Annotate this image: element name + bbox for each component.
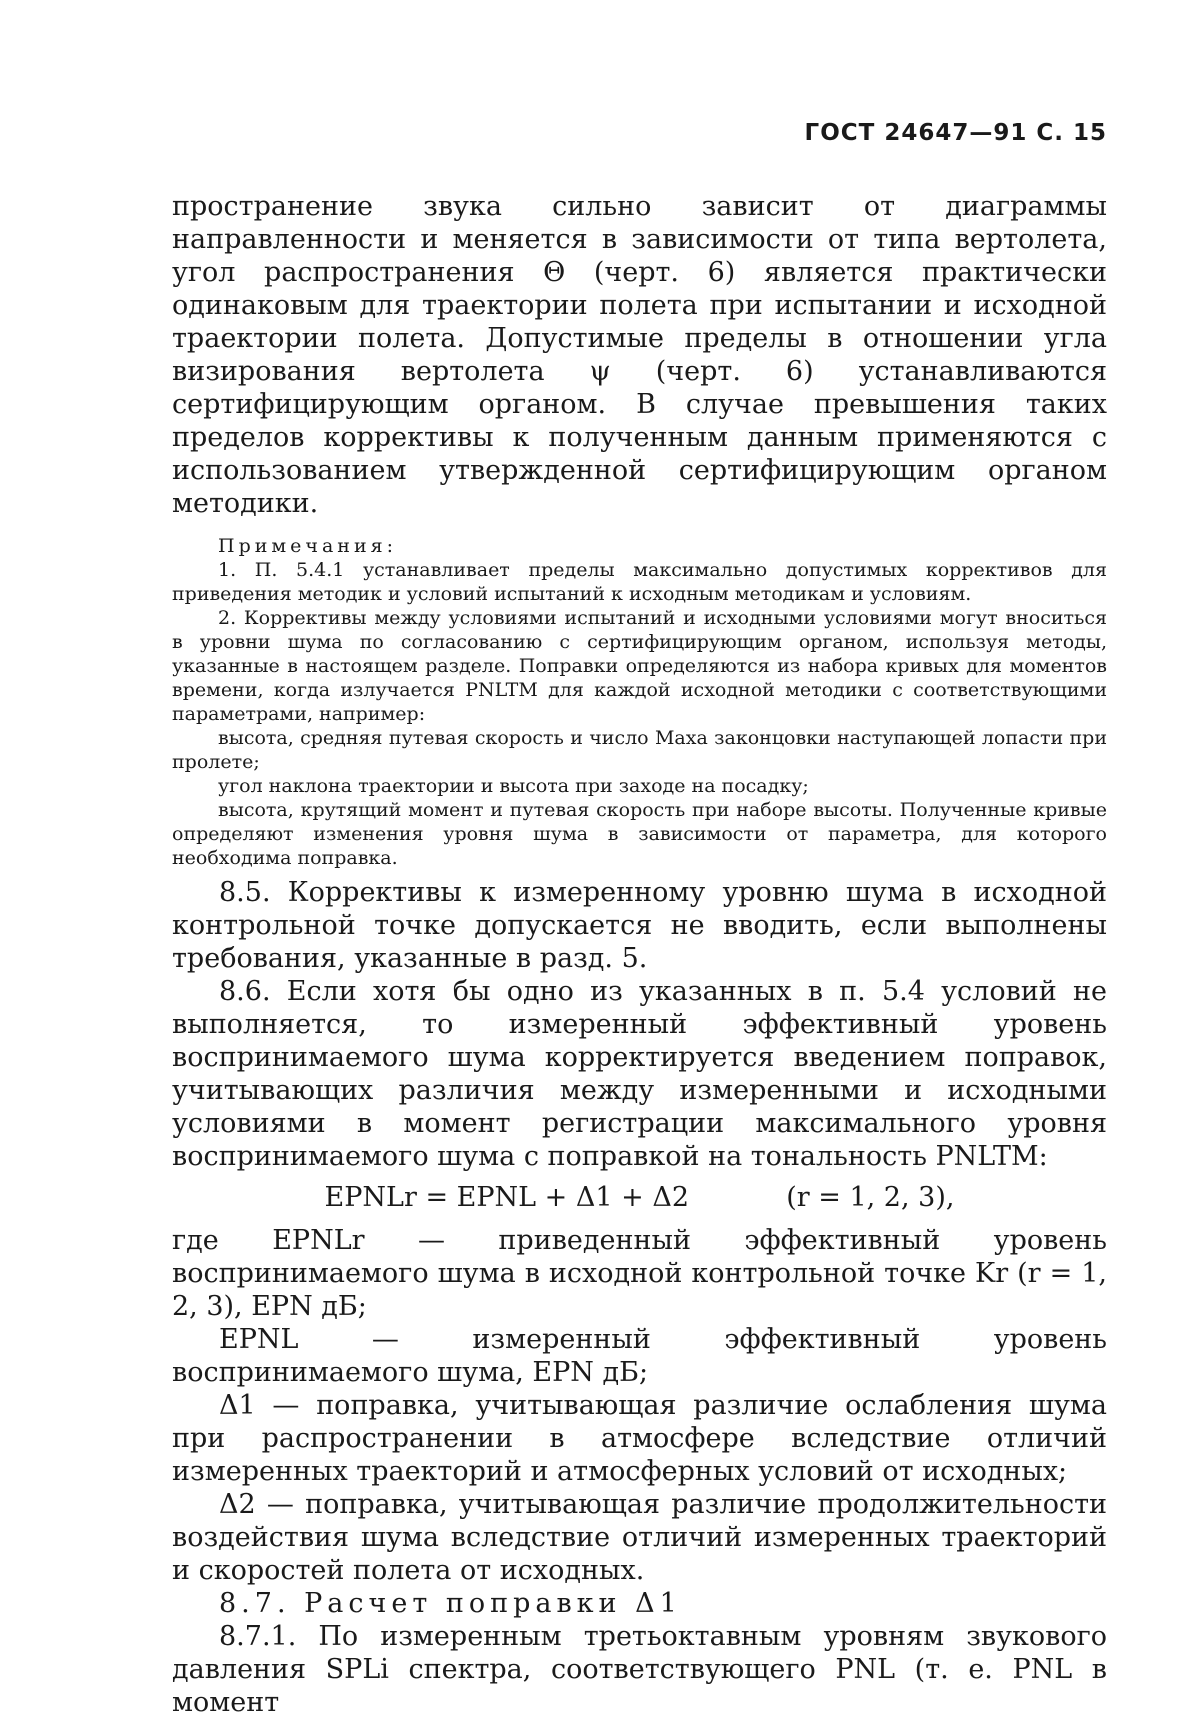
- definition-delta1: Δ1 — поправка, учитывающая различие ослабления шума при распространении в атмосфере вследствие отличий измеренных траекторий и атмосферных условий от исходных;: [172, 1390, 1107, 1487]
- note-2-item-3: высота, крутящий момент и путевая скорость при наборе высоты. Полученные кривые определяют изменения уровня шума в зависимости от параметра, для которого необходима поправка.: [172, 799, 1107, 869]
- formula: [172, 1181, 1107, 1214]
- note-1: 1. П. 5.4.1 устанавливает пределы максимально допустимых коррективов для приведения методик и условий испытаний к исходным методикам и условиям.: [172, 559, 1107, 605]
- definition-epnlr: где EPNLr — приведенный эффективный уровень воспринимаемого шума в исходной контрольной точке Kr (r = 1, 2, 3), EPN дБ;: [172, 1225, 1107, 1322]
- paragraph-8-5: 8.5. Коррективы к измеренному уровню шума в исходной контрольной точке допускается не вводить, если выполнены требования, указанные в разд. 5.: [172, 877, 1107, 974]
- note-2-item-2: угол наклона траектории и высота при заходе на посадку;: [218, 775, 809, 797]
- definition-delta2: Δ2 — поправка, учитывающая различие продолжительности воздействия шума вследствие отличий измеренных траекторий и скоростей полета от исходных.: [172, 1489, 1107, 1586]
- paragraph-8-7-1: 8.7.1. По измеренным третьоктавным уровням звукового давления SPLi спектра, соответствующего PNL (т. е. PNL в момент: [172, 1621, 1107, 1718]
- page-header: ГОСТ 24647—91 С. 15: [804, 120, 1107, 146]
- notes-block: [172, 534, 1107, 870]
- definitions: [172, 1224, 1107, 1587]
- paragraph-8-6: 8.6. Если хотя бы одно из указанных в п. 5.4 условий не выполняется, то измеренный эффективный уровень воспринимаемого шума корректируется введением поправок, учитывающих различия между измеренными и исходными условиями в момент регистрации максимального уровня воспринимаемого шума с поправкой на тональность PNLTM:: [172, 976, 1107, 1172]
- formula-condition: (r = 1, 2, 3),: [786, 1182, 955, 1213]
- formula-expression: EPNLr = EPNL + Δ1 + Δ2: [324, 1182, 690, 1213]
- page-body: [172, 190, 1107, 1719]
- section-8-7-title: 8.7. Расчет поправки Δ1: [219, 1588, 682, 1619]
- notes-title: Примечания:: [218, 535, 398, 557]
- note-2-item-1: высота, средняя путевая скорость и число Маха законцовки наступающей лопасти при пролете;: [172, 727, 1107, 773]
- intro-paragraph: пространение звука сильно зависит от диаграммы направленности и меняется в зависимости от типа вертолета, угол распространения Θ (черт. 6) является практически одинаковым для траектории полета при испытании и исходной траектории полета. Допустимые пределы в отношении угла визирования вертолета ψ (черт. 6) устанавливаются сертифицирующим органом. В случае превышения таких пределов коррективы к полученным данным применяются с использованием утвержденной сертифицирующим органом методики.: [172, 191, 1107, 519]
- definition-epnl: EPNL — измеренный эффективный уровень воспринимаемого шума, EPN дБ;: [172, 1324, 1107, 1388]
- note-2: 2. Коррективы между условиями испытаний и исходными условиями могут вноситься в уровни шума по согласованию с сертифицирующим органом, используя методы, указанные в настоящем разделе. Поправки определяются из набора кривых для моментов времени, когда излучается PNLTM для каждой исходной методики с соответствующими параметрами, например:: [172, 607, 1107, 725]
